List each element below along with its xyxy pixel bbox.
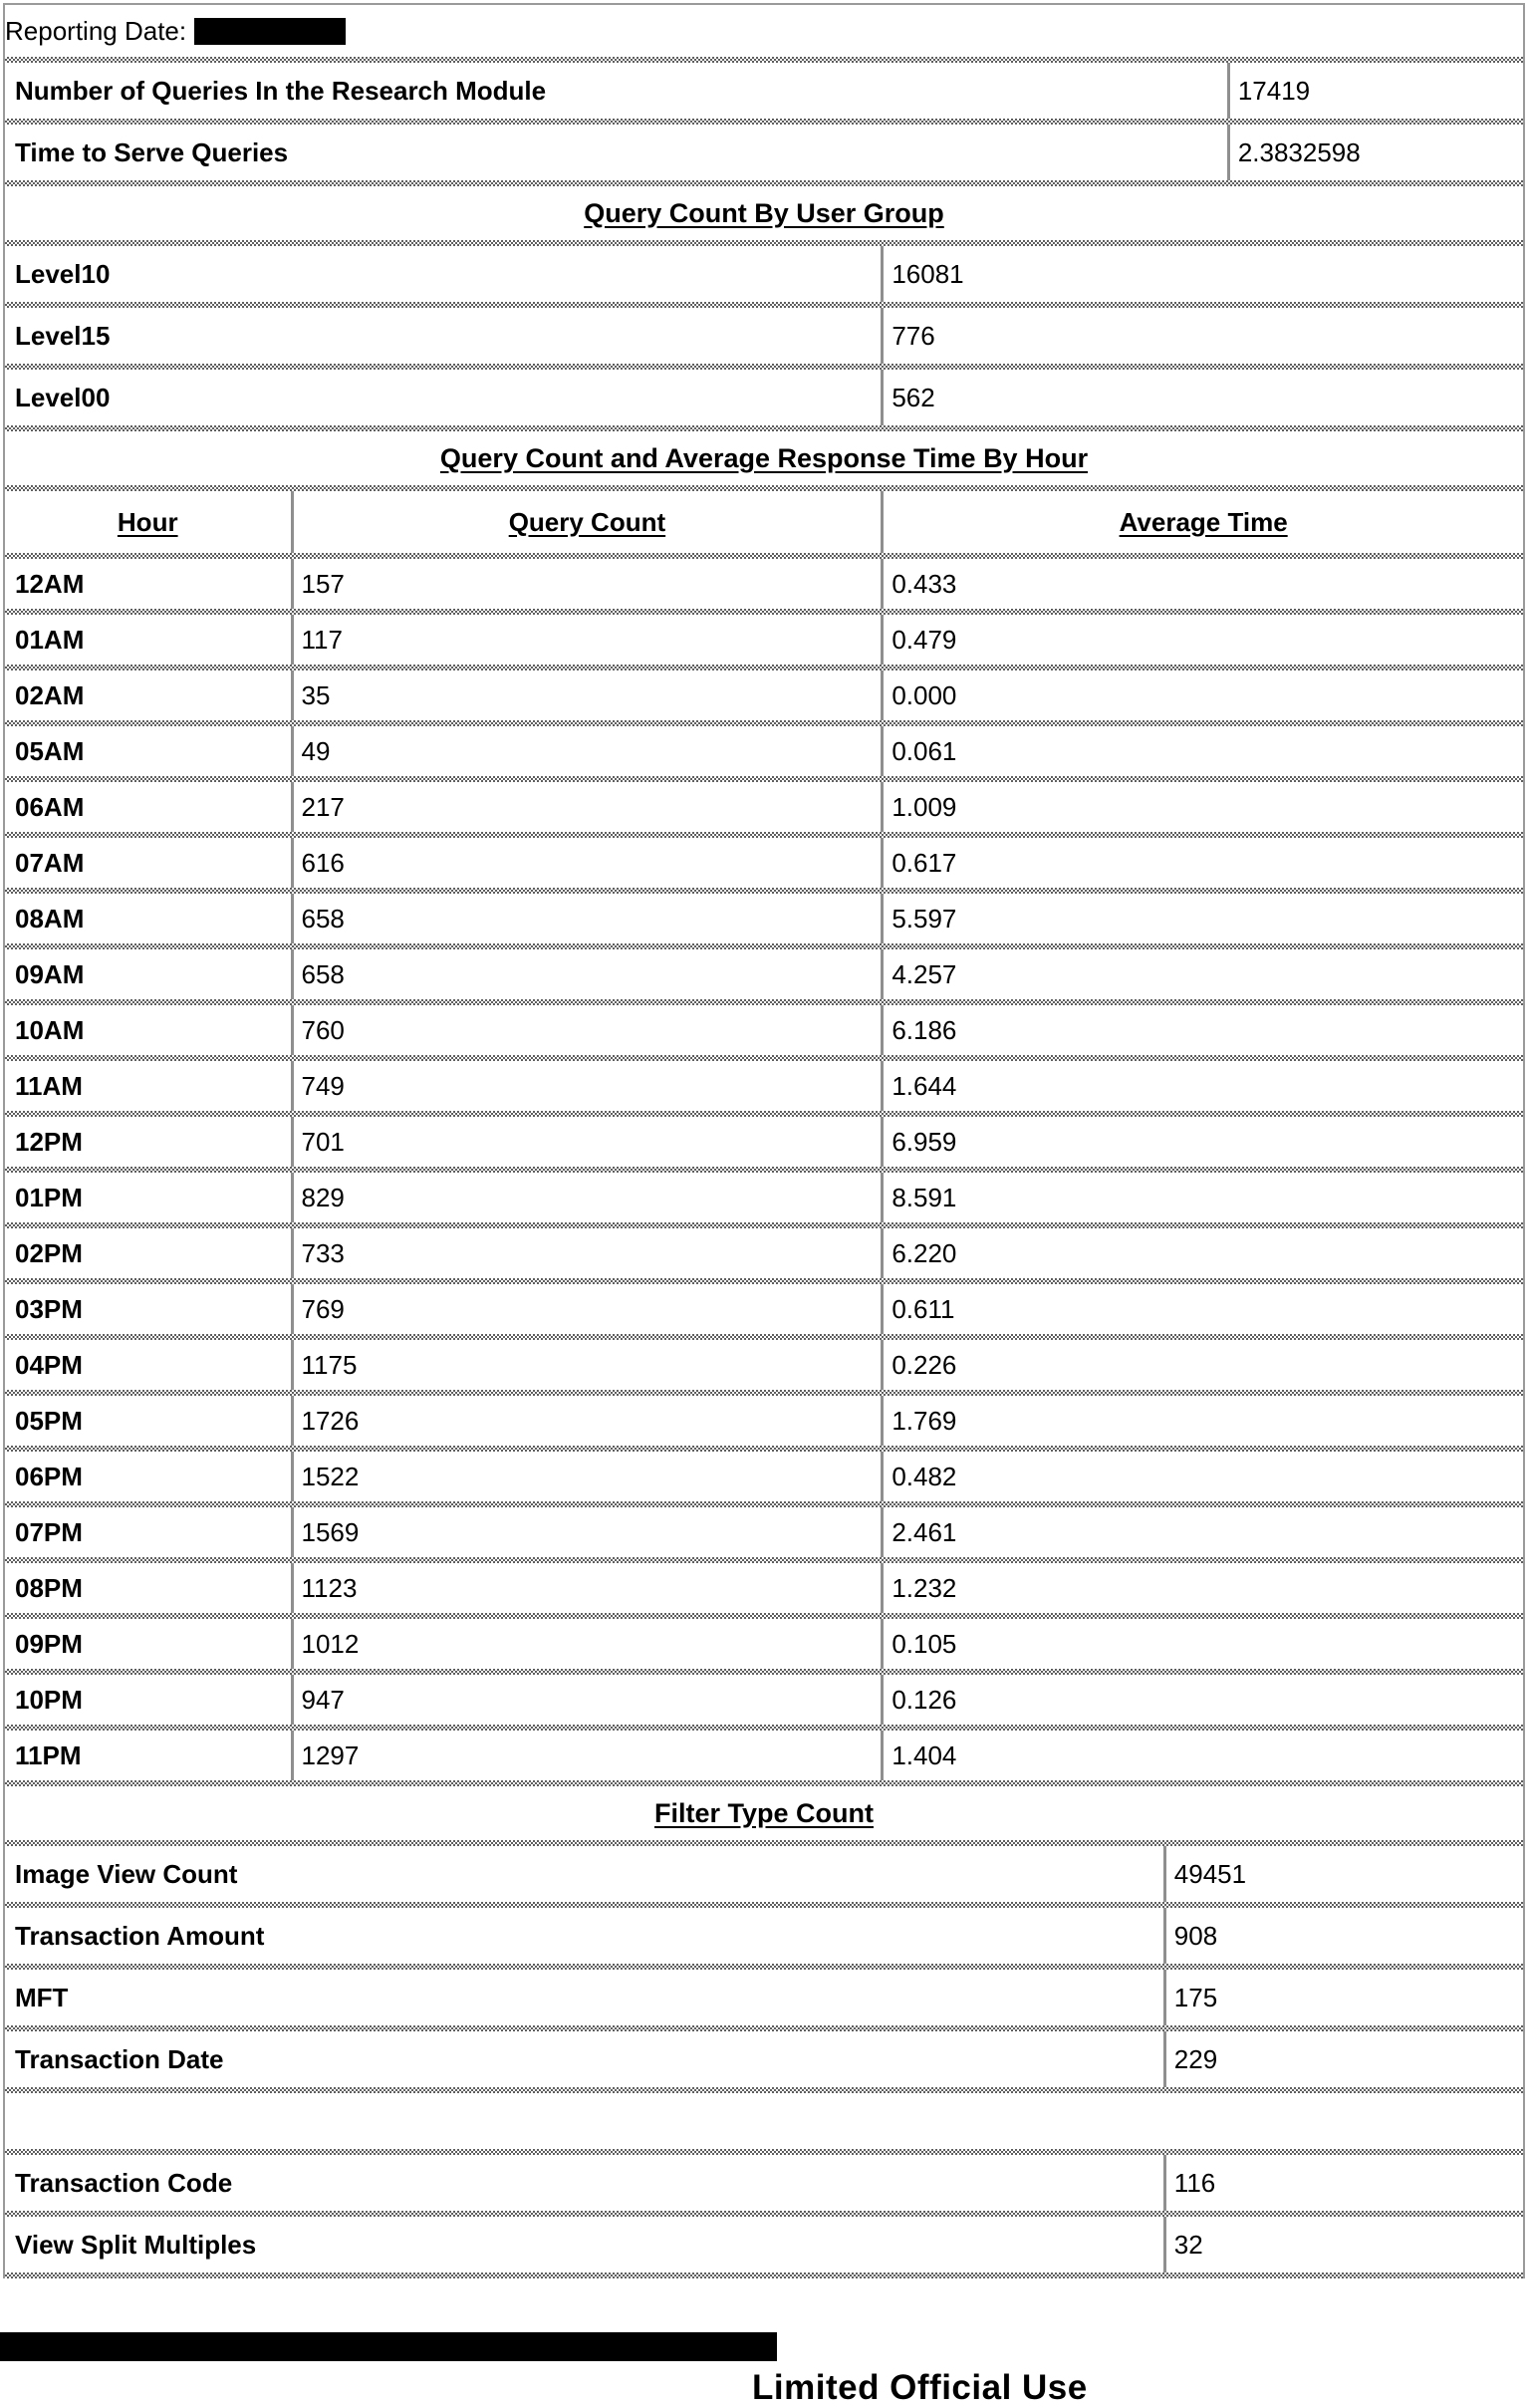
- report-tables: [3, 3, 1525, 2278]
- user-group-value: 562: [881, 370, 1523, 425]
- summary-row: [5, 63, 1523, 119]
- summary-label: Time to Serve Queries: [15, 136, 289, 167]
- avg-time-cell: 1.009: [881, 782, 1523, 832]
- hour-cell: 10AM: [15, 1014, 85, 1045]
- classification-text: Limited Official Use: [752, 2368, 1088, 2407]
- filter-value: 116: [1163, 2155, 1523, 2211]
- avg-time-cell: 5.597: [881, 894, 1523, 943]
- hour-row: [5, 1452, 1523, 1501]
- hour-row: [5, 559, 1523, 609]
- average-time-column-header-label: Average Time: [1119, 506, 1288, 537]
- filter-value: 175: [1163, 1970, 1523, 2025]
- query-count-cell: 1297: [291, 1731, 882, 1780]
- avg-time-cell: 0.000: [881, 670, 1523, 720]
- user-group-label: Level00: [15, 382, 111, 412]
- avg-time-cell: 1.769: [881, 1396, 1523, 1446]
- hour-cell: 12AM: [15, 568, 85, 599]
- hour-cell: 11AM: [15, 1070, 83, 1101]
- hour-cell: 06AM: [15, 791, 85, 822]
- hour-row: [5, 894, 1523, 943]
- query-count-cell: 1569: [291, 1507, 882, 1557]
- avg-time-cell: 0.105: [881, 1619, 1523, 1669]
- user-group-row: [5, 370, 1523, 425]
- avg-time-cell: 1.232: [881, 1563, 1523, 1613]
- filter-value: 229: [1163, 2031, 1523, 2087]
- user-group-row: [5, 308, 1523, 364]
- avg-time-cell: 1.404: [881, 1731, 1523, 1780]
- redacted-bar: [0, 2332, 777, 2361]
- hour-row: [5, 782, 1523, 832]
- query-count-cell: 1012: [291, 1619, 882, 1669]
- hour-cell: 05PM: [15, 1405, 83, 1436]
- average-time-column-header: [881, 491, 1523, 553]
- user-group-value: 16081: [881, 246, 1523, 302]
- filter-value: 32: [1163, 2217, 1523, 2273]
- summary-value: 2.3832598: [1227, 125, 1523, 180]
- hour-row: [5, 1061, 1523, 1111]
- query-count-cell: 749: [291, 1061, 882, 1111]
- divider: [5, 2273, 1523, 2278]
- filter-section-title: Filter Type Count: [654, 1797, 874, 1828]
- avg-time-cell: 0.126: [881, 1675, 1523, 1725]
- query-count-cell: 658: [291, 949, 882, 999]
- query-count-cell: 1726: [291, 1396, 882, 1446]
- query-count-cell: 616: [291, 838, 882, 888]
- hour-cell: 03PM: [15, 1293, 83, 1324]
- user-group-section-header: [5, 186, 1523, 240]
- hour-cell: 09PM: [15, 1628, 83, 1659]
- query-count-cell: 117: [291, 615, 882, 665]
- reporting-date-row: [5, 5, 1523, 57]
- query-count-cell: 1123: [291, 1563, 882, 1613]
- hour-cell: 09AM: [15, 958, 85, 989]
- query-count-cell: 760: [291, 1005, 882, 1055]
- hour-cell: 10PM: [15, 1684, 83, 1715]
- filter-label: MFT: [15, 1982, 69, 2012]
- hour-row: [5, 1005, 1523, 1055]
- filter-section-header: [5, 1786, 1523, 1840]
- avg-time-cell: 1.644: [881, 1061, 1523, 1111]
- avg-time-cell: 8.591: [881, 1173, 1523, 1222]
- hour-cell: 12PM: [15, 1126, 83, 1157]
- avg-time-cell: 6.220: [881, 1228, 1523, 1278]
- query-count-cell: 35: [291, 670, 882, 720]
- hour-row: [5, 1228, 1523, 1278]
- user-group-value: 776: [881, 308, 1523, 364]
- reporting-date-label: Reporting Date:: [5, 15, 187, 46]
- filter-label: View Split Multiples: [15, 2229, 257, 2260]
- hour-row: [5, 949, 1523, 999]
- hour-row: [5, 1117, 1523, 1167]
- filter-value: 908: [1163, 1908, 1523, 1964]
- hour-row: [5, 1675, 1523, 1725]
- query-count-cell: 769: [291, 1284, 882, 1334]
- query-count-cell: 829: [291, 1173, 882, 1222]
- user-group-row: [5, 246, 1523, 302]
- summary-label: Number of Queries In the Research Module: [15, 75, 547, 106]
- avg-time-cell: 0.617: [881, 838, 1523, 888]
- hour-cell: 07PM: [15, 1516, 83, 1547]
- filter-row: [5, 1908, 1523, 1964]
- hour-row: [5, 1340, 1523, 1390]
- filter-row: [5, 1970, 1523, 2025]
- query-count-column-header: [291, 491, 882, 553]
- query-count-cell: 49: [291, 726, 882, 776]
- filter-label: Transaction Code: [15, 2167, 233, 2198]
- hour-row: [5, 670, 1523, 720]
- query-count-cell: 947: [291, 1675, 882, 1725]
- avg-time-cell: 6.959: [881, 1117, 1523, 1167]
- user-group-label: Level15: [15, 320, 111, 351]
- hour-cell: 08PM: [15, 1572, 83, 1603]
- hour-cell: 11PM: [15, 1739, 82, 1770]
- hour-row: [5, 615, 1523, 665]
- avg-time-cell: 0.482: [881, 1452, 1523, 1501]
- hour-row: [5, 1284, 1523, 1334]
- filter-empty-row: [5, 2093, 1523, 2149]
- query-count-cell: 658: [291, 894, 882, 943]
- avg-time-cell: 0.226: [881, 1340, 1523, 1390]
- hour-cell: 07AM: [15, 847, 85, 878]
- user-group-label: Level10: [15, 258, 111, 289]
- hour-row: [5, 1619, 1523, 1669]
- hour-row: [5, 1731, 1523, 1780]
- hour-cell: 01PM: [15, 1182, 83, 1212]
- filter-label: Transaction Amount: [15, 1920, 265, 1951]
- filter-row: [5, 1846, 1523, 1902]
- hour-row: [5, 726, 1523, 776]
- reporting-date-cell: [5, 5, 346, 57]
- query-count-cell: 701: [291, 1117, 882, 1167]
- query-count-cell: 1522: [291, 1452, 882, 1501]
- filter-value: 49451: [1163, 1846, 1523, 1902]
- query-count-column-header-label: Query Count: [508, 506, 666, 537]
- hourly-section-header: [5, 431, 1523, 485]
- query-count-cell: 1175: [291, 1340, 882, 1390]
- hour-cell: 06PM: [15, 1461, 83, 1491]
- query-count-cell: 157: [291, 559, 882, 609]
- hour-row: [5, 1563, 1523, 1613]
- filter-row: [5, 2031, 1523, 2087]
- hour-cell: 02PM: [15, 1237, 83, 1268]
- hour-cell: 01AM: [15, 624, 85, 655]
- avg-time-cell: 2.461: [881, 1507, 1523, 1557]
- query-count-cell: 217: [291, 782, 882, 832]
- hour-column-header-label: Hour: [117, 506, 178, 537]
- hour-column-header: [5, 491, 291, 553]
- filter-label: Image View Count: [15, 1858, 238, 1889]
- reporting-date-redaction: [194, 18, 346, 45]
- report-page: [0, 3, 1528, 2407]
- hour-row: [5, 838, 1523, 888]
- filter-empty-cell: [5, 2093, 1523, 2149]
- hour-cell: 08AM: [15, 903, 85, 934]
- avg-time-cell: 0.433: [881, 559, 1523, 609]
- summary-value: 17419: [1227, 63, 1523, 119]
- filter-row: [5, 2217, 1523, 2273]
- avg-time-cell: 0.479: [881, 615, 1523, 665]
- avg-time-cell: 6.186: [881, 1005, 1523, 1055]
- hour-row: [5, 1507, 1523, 1557]
- hour-row: [5, 1396, 1523, 1446]
- avg-time-cell: 0.611: [881, 1284, 1523, 1334]
- query-count-cell: 733: [291, 1228, 882, 1278]
- avg-time-cell: 4.257: [881, 949, 1523, 999]
- filter-label: Transaction Date: [15, 2043, 224, 2074]
- avg-time-cell: 0.061: [881, 726, 1523, 776]
- hour-row: [5, 1173, 1523, 1222]
- hour-cell: 05AM: [15, 735, 85, 766]
- summary-row: [5, 125, 1523, 180]
- user-group-section-title: Query Count By User Group: [584, 197, 944, 228]
- hour-cell: 04PM: [15, 1349, 83, 1380]
- hourly-column-header-row: [5, 491, 1523, 553]
- hour-cell: 02AM: [15, 679, 85, 710]
- hourly-section-title: Query Count and Average Response Time By Hour: [439, 442, 1089, 473]
- filter-row: [5, 2155, 1523, 2211]
